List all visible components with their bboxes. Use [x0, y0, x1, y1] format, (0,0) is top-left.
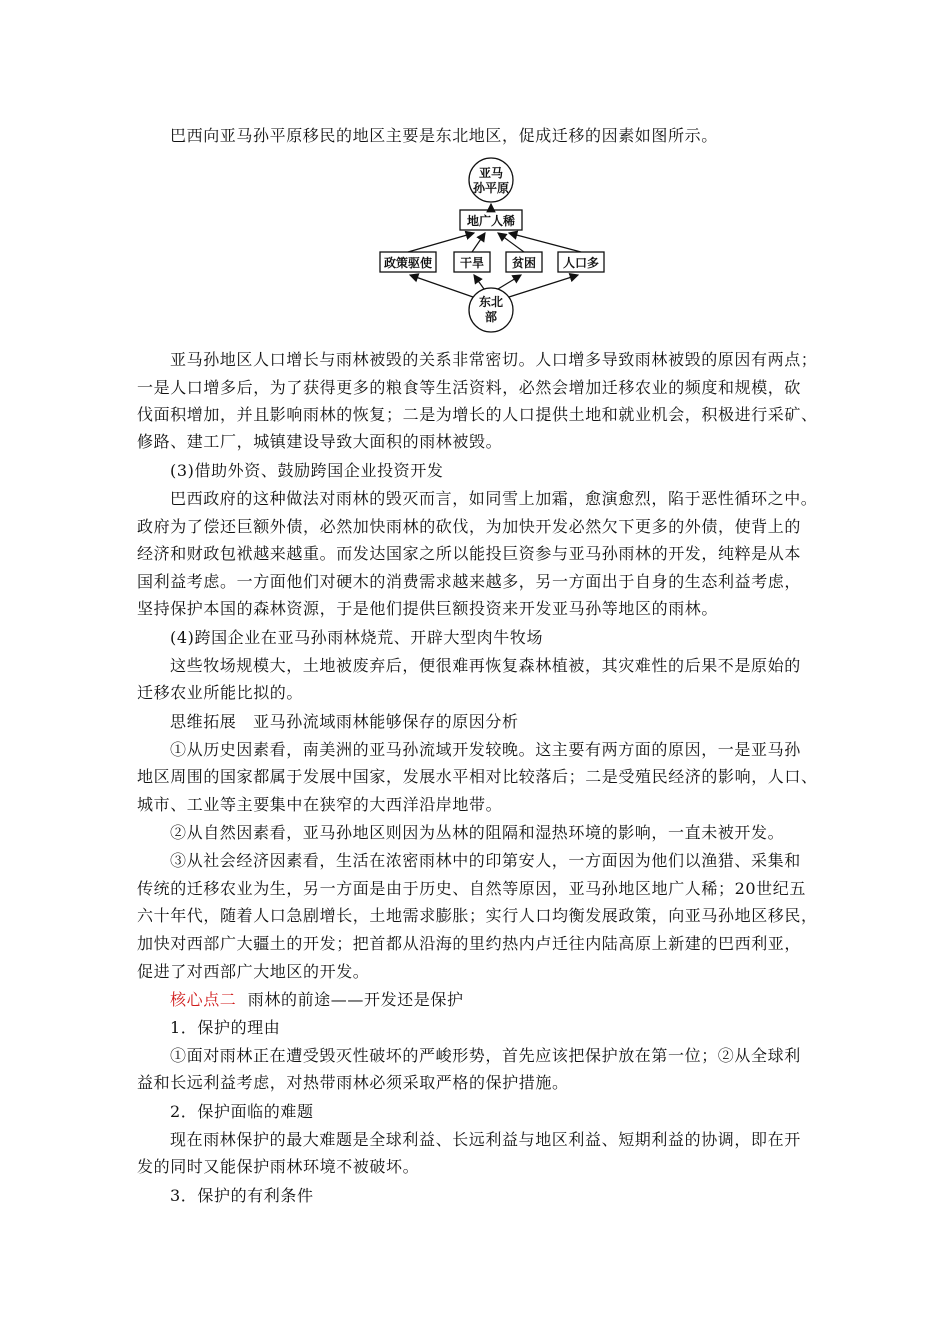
paragraph-line: 坚持保护本国的森林资源，于是他们提供巨额投资来开发亚马孙等地区的雨林。	[137, 599, 719, 618]
core-point-label: 核心点二	[170, 990, 237, 1009]
arrow-to-drought	[474, 275, 484, 289]
amazon-plain-label-2: 孙平原	[472, 181, 510, 195]
factor-label-population: 人口多	[562, 256, 600, 270]
paragraph-line: 发的同时又能保护雨林环境不被破坏。	[137, 1157, 420, 1176]
paragraph-line: 巴西政府的这种做法对雨林的毁灭而言，如同雪上加霜，愈演愈烈，陷于恶性循环之中。	[170, 489, 818, 508]
paragraph-line: 促进了对西部广大地区的开发。	[137, 962, 370, 981]
paragraph-line: 伐面积增加，并且影响雨林的恢复；二是为增长的人口提供土地和就业机会，积极进行采矿、	[137, 405, 818, 424]
paragraph-line: 现在雨林保护的最大难题是全球利益、长远利益与地区利益、短期利益的协调，即在开	[170, 1130, 801, 1149]
factor-label-poverty: 贫困	[511, 256, 537, 270]
northeast-label-1: 东北	[478, 295, 504, 309]
subheading-3: (3)借助外资、鼓励跨国企业投资开发	[170, 461, 444, 480]
migration-factors-diagram	[378, 155, 608, 335]
thinking-extension-heading: 思维拓展 亚马孙流域雨林能够保存的原因分析	[170, 712, 519, 731]
paragraph-line: 传统的迁移农业为生，另一方面是由于历史、自然等原因，亚马孙地区地广人稀；20世纪五	[137, 879, 806, 898]
amazon-plain-node	[469, 158, 513, 202]
amazon-plain-label-1: 亚马	[478, 166, 504, 180]
paragraph-line: 国利益考虑。一方面他们对硬木的消费需求越来越多，另一方面出于自身的生态利益考虑，	[137, 572, 802, 591]
paragraph-line: 这些牧场规模大，土地被废弃后，便很难再恢复森林植被，其灾难性的后果不是原始的	[170, 656, 801, 675]
paragraph-line: 政府为了偿还巨额外债，必然加快雨林的砍伐，为加快开发必然欠下更多的外债，使背上的	[137, 517, 802, 536]
paragraph-line: ①面对雨林正在遭受毁灭性破坏的严峻形势，首先应该把保护放在第一位；②从全球利	[170, 1046, 801, 1065]
paragraph-line: 益和长远利益考虑，对热带雨林必须采取严格的保护措施。	[137, 1073, 569, 1092]
paragraph-line: ②从自然因素看，亚马孙地区则因为丛林的阻隔和湿热环境的影响，一直未被开发。	[170, 823, 785, 842]
arrow-to-poverty	[498, 275, 521, 289]
factor-label-drought: 干旱	[459, 256, 485, 270]
paragraph-line: 一是人口增多后，为了获得更多的粮食等生活资料，必然会增加迁移农业的频度和规模，砍	[137, 378, 802, 397]
core-point-title: 雨林的前途——开发还是保护	[247, 990, 464, 1009]
arrow-to-policy	[410, 275, 473, 297]
section-heading-3: 3．保护的有利条件	[170, 1186, 314, 1205]
paragraph-line: 六十年代，随着人口急剧增长，土地需求膨胀；实行人口均衡发展政策，向亚马孙地区移民，	[137, 906, 818, 925]
northeast-label-2: 部	[484, 310, 498, 324]
paragraph-line: 亚马孙地区人口增长与雨林被毁的关系非常密切。人口增多导致雨林被毁的原因有两点；	[170, 350, 818, 369]
paragraph-line: ①从历史因素看，南美洲的亚马孙流域开发较晚。这主要有两方面的原因，一是亚马孙	[170, 740, 801, 759]
core-point-heading	[170, 990, 870, 1010]
section-heading-2: 2．保护面临的难题	[170, 1102, 314, 1121]
subheading-4: (4)跨国企业在亚马孙雨林烧荒、开辟大型肉牛牧场	[170, 628, 544, 647]
paragraph-line: 城市、工业等主要集中在狭窄的大西洋沿岸地带。	[137, 795, 503, 814]
factor-label-policy: 政策驱使	[383, 256, 433, 270]
arrow-policy-up	[408, 233, 474, 252]
paragraph-line: 经济和财政包袱越来越重。而发达国家之所以能投巨资参与亚马孙雨林的开发，纯粹是从本	[137, 544, 802, 563]
intro-paragraph: 巴西向亚马孙平原移民的地区主要是东北地区，促成迁移的因素如图所示。	[170, 126, 718, 145]
paragraph-line: ③从社会经济因素看，生活在浓密雨林中的印第安人，一方面因为他们以渔猎、采集和	[170, 851, 801, 870]
paragraph-line: 加快对西部广大疆土的开发；把首都从沿海的里约热内卢迁往内陆高原上新建的巴西利亚，	[137, 934, 802, 953]
paragraph-line: 地区周围的国家都属于发展中国家，发展水平相对比较落后；二是受殖民经济的影响，人口、	[137, 767, 818, 786]
section-heading-1: 1．保护的理由	[170, 1018, 281, 1037]
sparse-population-label: 地广人稀	[466, 214, 516, 228]
arrow-to-population	[509, 275, 578, 297]
paragraph-line: 修路、建工厂，城镇建设导致大面积的雨林被毁。	[137, 432, 503, 451]
paragraph-line: 迁移农业所能比拟的。	[137, 683, 304, 702]
arrow-drought-up	[472, 233, 485, 252]
